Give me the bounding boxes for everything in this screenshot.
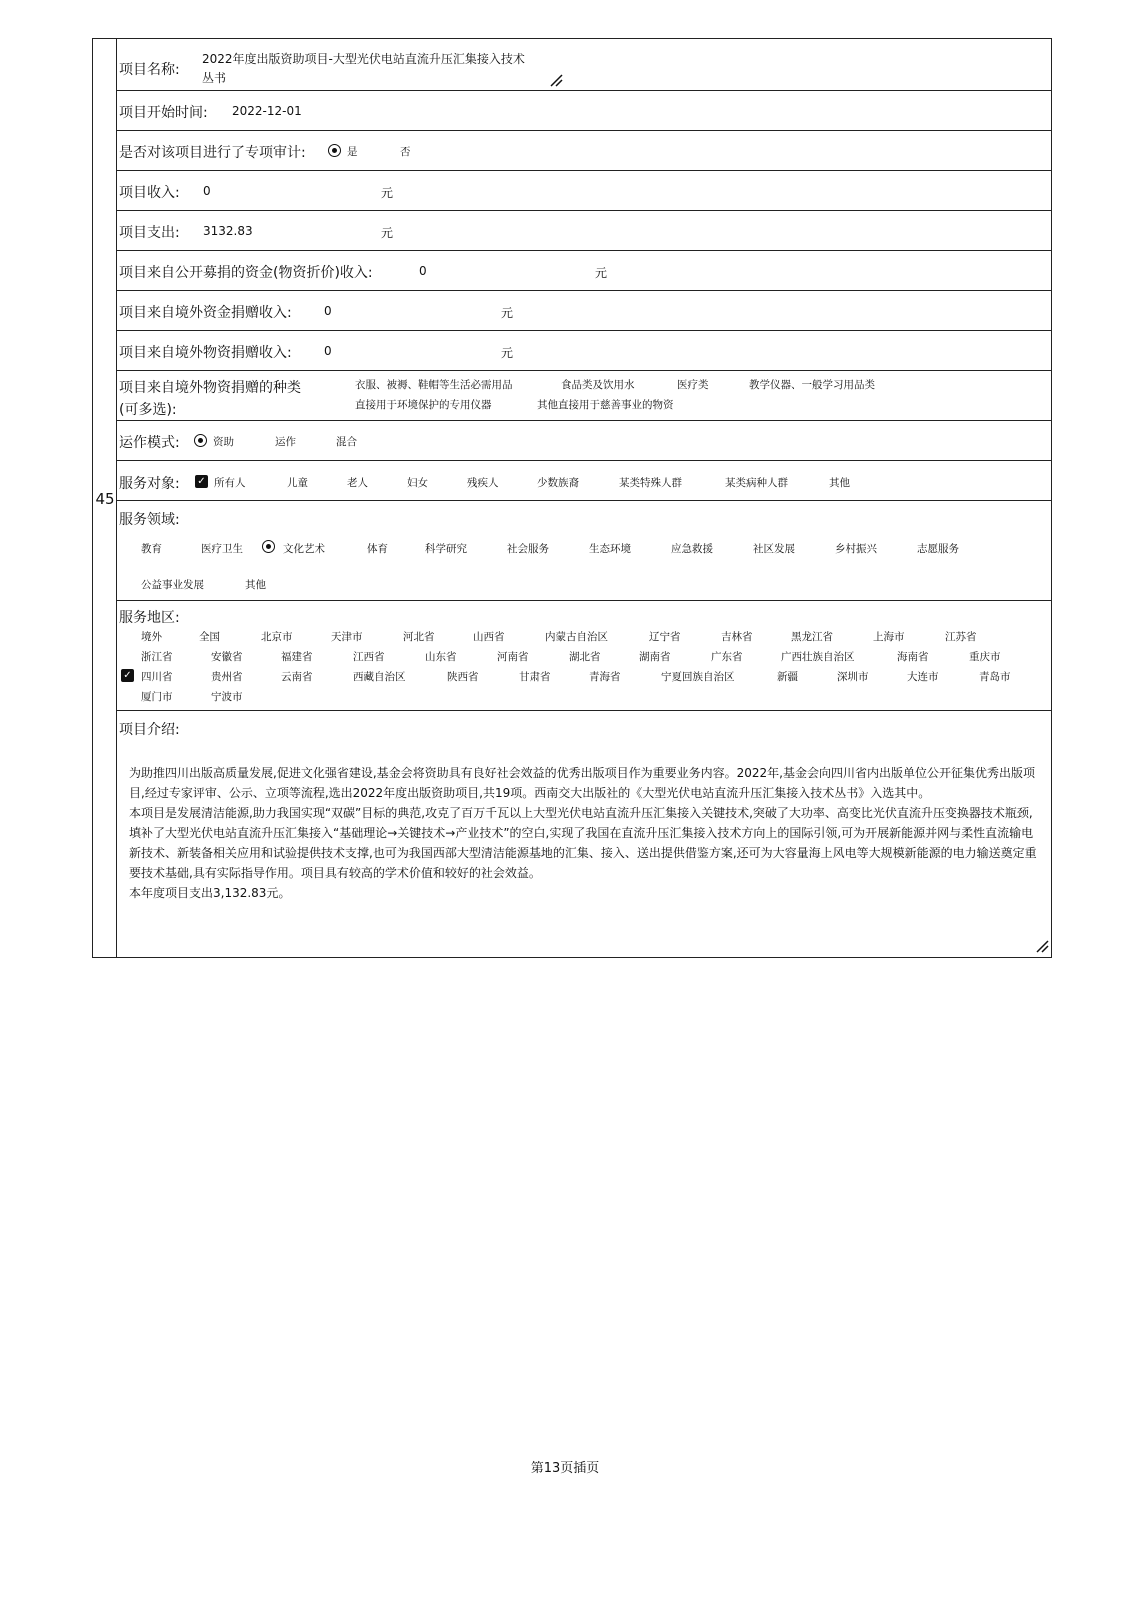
row-target	[117, 461, 1051, 501]
overseas-goods-label: 项目来自境外物资捐赠收入:	[119, 345, 292, 361]
row-region	[117, 601, 1051, 711]
region-option[interactable]: 全国	[199, 631, 220, 643]
row-expense	[117, 211, 1051, 251]
field-option[interactable]: 体育	[367, 543, 388, 555]
region-option[interactable]: 辽宁省	[649, 631, 681, 643]
audit-label: 是否对该项目进行了专项审计:	[119, 145, 306, 161]
row-number: 45	[95, 490, 115, 508]
target-option[interactable]: 其他	[829, 477, 850, 489]
field-option[interactable]: 志愿服务	[917, 543, 959, 555]
region-option[interactable]: 山西省	[473, 631, 505, 643]
region-option[interactable]: 山东省	[425, 651, 457, 663]
region-option[interactable]: 广东省	[711, 651, 743, 663]
intro-label: 项目介绍:	[119, 722, 180, 738]
audit-yes-radio[interactable]	[328, 144, 341, 157]
project-form	[92, 38, 1052, 958]
start-date-value: 2022-12-01	[232, 104, 302, 118]
region-option[interactable]: 内蒙古自治区	[545, 631, 608, 643]
field-option[interactable]: 教育	[141, 543, 162, 555]
region-option[interactable]: 境外	[141, 631, 162, 643]
target-option[interactable]: 老人	[347, 477, 368, 489]
target-option[interactable]: 残疾人	[467, 477, 499, 489]
audit-no-label[interactable]: 否	[400, 146, 411, 158]
region-option[interactable]: 广西壮族自治区	[781, 651, 855, 663]
resize-handle-icon[interactable]	[1035, 939, 1049, 953]
target-option[interactable]: 儿童	[287, 477, 308, 489]
region-option[interactable]: 宁夏回族自治区	[661, 671, 735, 683]
region-option[interactable]: 北京市	[261, 631, 293, 643]
expense-label: 项目支出:	[119, 225, 180, 241]
row-project-name	[117, 39, 1051, 91]
region-option[interactable]: 河北省	[403, 631, 435, 643]
mode-label: 运作模式:	[119, 435, 180, 451]
overseas-fund-unit: 元	[501, 306, 514, 320]
goods-type-option[interactable]: 其他直接用于慈善事业的物资	[537, 399, 674, 411]
public-fund-value: 0	[419, 264, 427, 278]
audit-yes-label: 是	[347, 146, 358, 158]
goods-type-option[interactable]: 教学仪器、一般学习用品类	[749, 379, 875, 391]
region-option[interactable]: 厦门市	[141, 691, 173, 703]
overseas-goods-unit: 元	[501, 346, 514, 360]
income-unit: 元	[381, 186, 394, 200]
region-option[interactable]: 海南省	[897, 651, 929, 663]
field-radio-selected[interactable]	[262, 540, 275, 553]
mode-option[interactable]: 运作	[275, 436, 296, 448]
income-value: 0	[203, 184, 211, 198]
target-label: 服务对象:	[119, 476, 180, 492]
overseas-fund-value: 0	[324, 304, 332, 318]
target-checkbox-checked[interactable]: ✓	[195, 475, 208, 488]
target-option[interactable]: 妇女	[407, 477, 428, 489]
row-intro	[117, 711, 1051, 957]
project-name-value-line2: 丛书	[202, 71, 227, 85]
region-option[interactable]: 云南省	[281, 671, 313, 683]
region-option[interactable]: 甘肃省	[519, 671, 551, 683]
region-option[interactable]: 宁波市	[211, 691, 243, 703]
region-option[interactable]: 深圳市	[837, 671, 869, 683]
mode-radio-selected[interactable]	[194, 434, 207, 447]
region-option[interactable]: 青岛市	[979, 671, 1011, 683]
region-option[interactable]: 新疆	[777, 671, 798, 683]
page-footer: 第13页插页	[530, 1461, 600, 1476]
mode-option[interactable]: 混合	[336, 436, 357, 448]
row-mode	[117, 421, 1051, 461]
overseas-goods-value: 0	[324, 344, 332, 358]
region-option[interactable]: 江西省	[353, 651, 385, 663]
region-option[interactable]: 河南省	[497, 651, 529, 663]
region-option: 四川省	[141, 671, 173, 683]
row-overseas-fund	[117, 291, 1051, 331]
row-public-fund	[117, 251, 1051, 291]
resize-handle-icon[interactable]	[549, 73, 563, 87]
start-date-label: 项目开始时间:	[119, 105, 208, 121]
region-checkbox-checked[interactable]: ✓	[121, 669, 134, 682]
target-option: 所有人	[214, 477, 246, 489]
field-option[interactable]: 应急救援	[671, 543, 713, 555]
region-option[interactable]: 天津市	[331, 631, 363, 643]
mode-option: 资助	[213, 436, 234, 448]
row-start-date	[117, 91, 1051, 131]
row-number-column	[93, 39, 117, 957]
region-option[interactable]: 黑龙江省	[791, 631, 833, 643]
field-option[interactable]: 科学研究	[425, 543, 467, 555]
field-option[interactable]: 其他	[245, 579, 266, 591]
field-option[interactable]: 乡村振兴	[835, 543, 877, 555]
expense-unit: 元	[381, 226, 394, 240]
region-option[interactable]: 陕西省	[447, 671, 479, 683]
goods-type-option[interactable]: 直接用于环境保护的专用仪器	[355, 399, 492, 411]
intro-text: 为助推四川出版高质量发展,促进文化强省建设,基金会将资助具有良好社会效益的优秀出版项目作为重要业务内容。2022年,基金会向四川省内出版单位公开征集优秀出版项目,经过专家评审、公示、立项等流程,选出2022年度出版资助项目,共19项。西南交大出版社的《大型光伏电站直流升压汇集接入技术丛书》入选其中。 本项目是发展清洁能源,助力我国实现“双碳”目标的典范,攻克了百万千瓦以上大型光伏电站直流升压汇集接入关键技术,突破了大功率、高变比光伏直流升压变换器技术瓶颈,填补了大型光伏电站直流升压汇集接入“基础理论→关键技术→产业技术”的空白,实现了我国在直流升压汇集接入技术方向上的国际引领,可为开展新能源并网与柔性直流输电新技术、新装备相关应用和试验提供技术支撑,也可为我国西部大型清洁能源基地的汇集、接入、送出提供借鉴方案,还可为大容量海上风电等大规模新能源的电力输送奠定重要技术基础,具有实际指导作用。项目具有较高的学术价值和较好的社会效益。 本年度项目支出3,132.83元。	[129, 766, 1037, 900]
region-option[interactable]: 湖北省	[569, 651, 601, 663]
region-option[interactable]: 江苏省	[945, 631, 977, 643]
region-label: 服务地区:	[119, 610, 180, 626]
row-income	[117, 171, 1051, 211]
region-option[interactable]: 贵州省	[211, 671, 243, 683]
row-overseas-goods	[117, 331, 1051, 371]
field-option[interactable]: 医疗卫生	[201, 543, 243, 555]
field-option[interactable]: 生态环境	[589, 543, 631, 555]
field-option: 文化艺术	[283, 543, 325, 555]
goods-type-label-line1: 项目来自境外物资捐赠的种类	[119, 380, 301, 396]
expense-value: 3132.83	[203, 224, 253, 238]
target-option[interactable]: 某类病种人群	[725, 477, 788, 489]
project-name-value-line1: 2022年度出版资助项目-大型光伏电站直流升压汇集接入技术	[202, 52, 525, 66]
public-fund-label: 项目来自公开募捐的资金(物资折价)收入:	[119, 265, 373, 281]
region-option[interactable]: 湖南省	[639, 651, 671, 663]
region-option[interactable]: 福建省	[281, 651, 313, 663]
goods-type-option[interactable]: 医疗类	[677, 379, 709, 391]
target-option[interactable]: 少数族裔	[537, 477, 579, 489]
goods-type-label-line2: (可多选):	[119, 402, 177, 418]
region-option[interactable]: 吉林省	[721, 631, 753, 643]
region-option[interactable]: 青海省	[589, 671, 621, 683]
row-field	[117, 501, 1051, 601]
field-option[interactable]: 公益事业发展	[141, 579, 204, 591]
project-name-label: 项目名称:	[119, 62, 180, 78]
region-option[interactable]: 安徽省	[211, 651, 243, 663]
region-option[interactable]: 大连市	[907, 671, 939, 683]
field-option[interactable]: 社会服务	[507, 543, 549, 555]
goods-type-option[interactable]: 食品类及饮用水	[561, 379, 635, 391]
row-goods-type	[117, 371, 1051, 421]
region-option[interactable]: 上海市	[873, 631, 905, 643]
goods-type-option[interactable]: 衣服、被褥、鞋帽等生活必需用品	[355, 379, 513, 391]
field-label: 服务领域:	[119, 512, 180, 528]
field-option[interactable]: 社区发展	[753, 543, 795, 555]
region-option[interactable]: 浙江省	[141, 651, 173, 663]
row-audit	[117, 131, 1051, 171]
target-option[interactable]: 某类特殊人群	[619, 477, 682, 489]
public-fund-unit: 元	[595, 266, 608, 280]
overseas-fund-label: 项目来自境外资金捐赠收入:	[119, 305, 292, 321]
region-option[interactable]: 西藏自治区	[353, 671, 406, 683]
region-option[interactable]: 重庆市	[969, 651, 1001, 663]
income-label: 项目收入:	[119, 185, 180, 201]
